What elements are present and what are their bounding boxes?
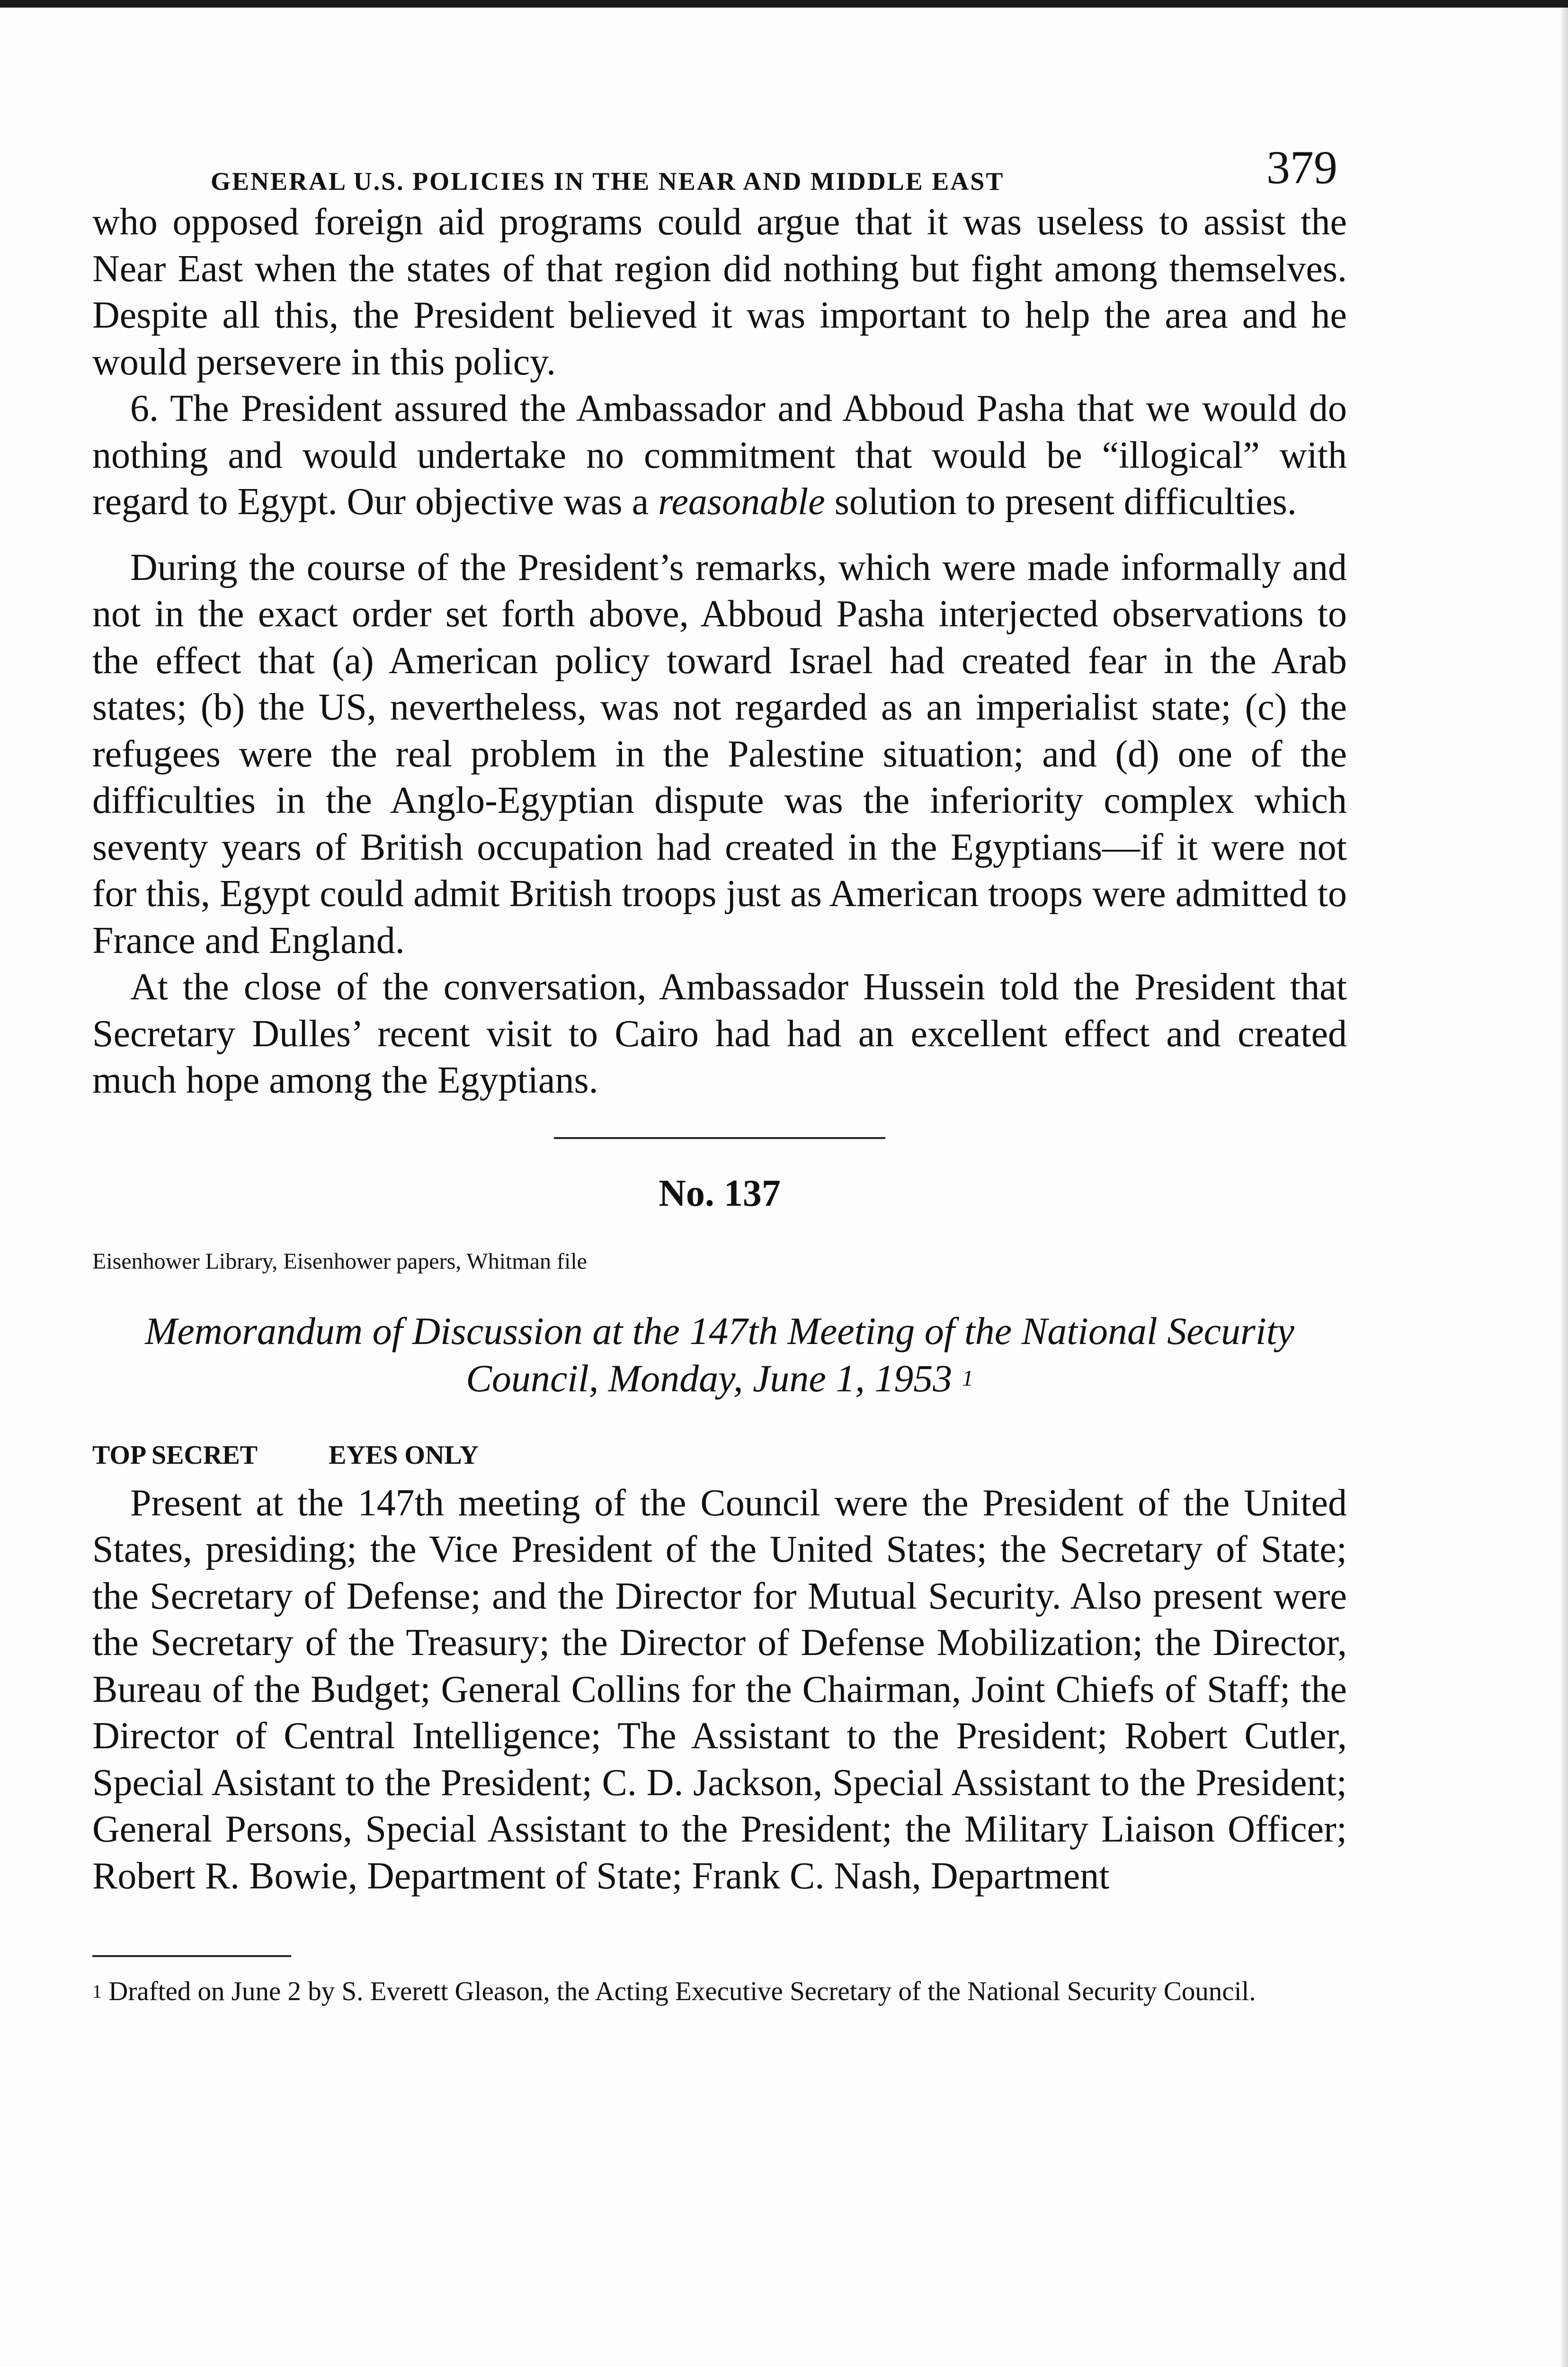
footnote-text: Drafted on June 2 by S. Everett Gleason, the Acting Executive Secretary of the National Security Council.	[108, 1976, 1256, 2006]
page-edge-shadow	[1561, 8, 1568, 2367]
attendees-paragraph: Present at the 147th meeting of the Council were the President of the United States, presiding; the Vice President of the United States; the Secretary of State; the Secretary of Defense; and the Director for Mutual Security. Also present were the Secretary of the Treasury; the Director of Defense Mobilization; the Director, Bureau of the Budget; General Collins for the Chairman, Joint Chiefs of Staff; the Director of Central Intelligence; The Assistant to the President; Robert Cutler, Special Asistant to the President; C. D. Jackson, Special Assistant to the President; General Persons, Special Assistant to the President; the Military Liaison Officer; Robert R. Bowie, Department of State; Frank C. Nash, Department	[92, 1482, 1347, 1897]
continuation-text	[92, 199, 1347, 1104]
running-title: GENERAL U.S. POLICIES IN THE NEAR AND MIDDLE EAST	[211, 167, 1005, 196]
paragraph-point-6-end: solution to present difficulties.	[825, 481, 1297, 523]
page-number: 379	[1266, 141, 1337, 194]
top-edge-rule	[0, 0, 1568, 8]
classification-line	[92, 1440, 1347, 1470]
paragraph-point-6	[92, 385, 1347, 525]
paragraph-point-6-text: 6. The President assured the Ambassador and Abboud Pasha that we would do nothing and would undertake no commitment that would be “illogical” with regard to Egypt. Our objective was a	[92, 388, 1347, 523]
classification-top-secret: TOP SECRET	[92, 1440, 258, 1470]
classification-eyes-only: EYES ONLY	[329, 1440, 479, 1470]
running-head	[92, 123, 1347, 199]
document-page	[92, 123, 1347, 2011]
paragraph-continued: who opposed foreign aid programs could argue that it was useless to assist the Near East when the states of that region did nothing but fight among themselves. Despite all this, the President believed it was important to help the area and he would persevere in this policy.	[92, 201, 1347, 383]
document-title	[92, 1308, 1347, 1402]
paragraph-abboud-observations: During the course of the President’s remarks, which were made informally and not in the exact order set forth above, Abboud Pasha interjected observations to the effect that (a) American policy toward Israel had created fear in the Arab states; (b) the US, nevertheless, was not regarded as an imperialist state; (c) the refugees were the real problem in the Palestine situation; and (d) one of the difficulties in the Anglo-Egyptian dispute was the inferiority complex which seventy years of British occupation had created in the Egyptians—if it were not for this, Egypt could admit British troops just as American troops were admitted to France and England.	[92, 546, 1347, 961]
document-title-text: Memorandum of Discussion at the 147th Meeting of the National Security Council, Monday, June 1, 1953	[145, 1309, 1294, 1400]
paragraph-closing: At the close of the conversation, Ambassador Hussein told the President that Secretary Dulles’ recent visit to Cairo had had an excellent effect and created much hope among the Egyptians.	[92, 966, 1347, 1101]
memorandum-body	[92, 1480, 1347, 1900]
footnote	[92, 1971, 1347, 2011]
section-divider	[554, 1137, 885, 1139]
document-number: No. 137	[659, 1172, 781, 1214]
footnote-marker: 1	[92, 1981, 102, 2002]
emphasis-reasonable: reasonable	[658, 481, 825, 523]
source-note: Eisenhower Library, Eisenhower papers, Whitman file	[92, 1248, 587, 1274]
footnote-rule	[92, 1955, 291, 1957]
footnote-reference: 1	[962, 1365, 973, 1391]
